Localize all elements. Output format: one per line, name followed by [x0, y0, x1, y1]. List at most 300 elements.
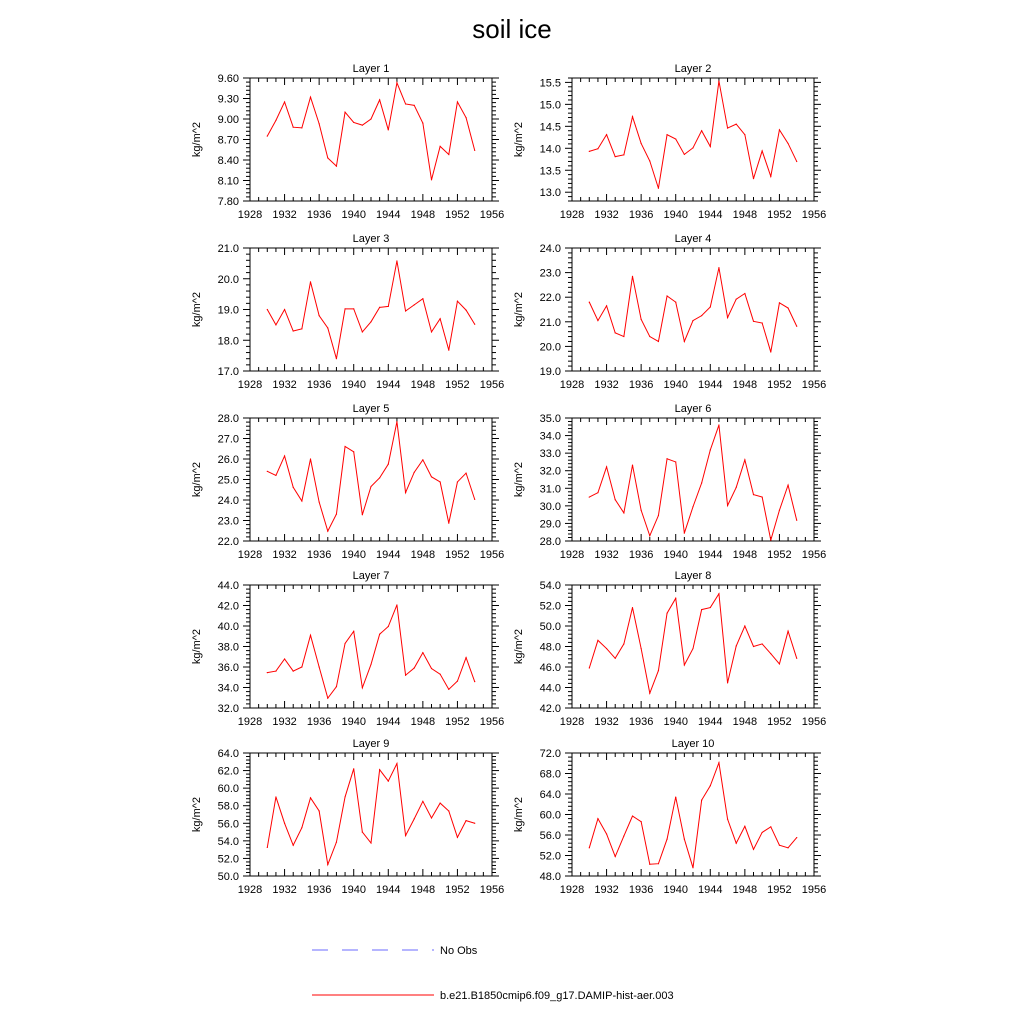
data-point [727, 819, 728, 820]
y-tick-label: 34.0 [539, 430, 561, 443]
data-point [344, 446, 345, 447]
x-tick-label: 1956 [801, 884, 827, 896]
x-tick-label: 1936 [628, 209, 654, 221]
data-point [275, 475, 276, 476]
y-axis-label: kg/m^2 [513, 796, 525, 833]
data-point [440, 318, 441, 319]
y-tick-label: 23.0 [539, 267, 561, 280]
y-tick-label: 21.0 [217, 243, 239, 255]
data-point [692, 147, 693, 148]
y-axis-label: kg/m^2 [191, 121, 203, 158]
y-tick-label: 40.0 [217, 621, 239, 633]
data-point [457, 681, 458, 682]
plot-frame [250, 418, 492, 541]
x-tick-label: 1940 [341, 884, 366, 896]
data-point [474, 681, 475, 682]
data-point [474, 150, 475, 151]
data-point [779, 510, 780, 511]
data-point [718, 80, 719, 81]
data-point [310, 281, 311, 282]
data-point [796, 161, 797, 162]
data-point [684, 341, 685, 342]
panel-title: Layer 7 [352, 570, 390, 582]
data-point [701, 482, 702, 483]
data-point [658, 515, 659, 516]
x-tick-label: 1956 [479, 884, 505, 896]
panel-layer-8 [513, 570, 826, 728]
data-point [267, 135, 268, 136]
data-point [301, 500, 302, 501]
plot-frame [572, 248, 814, 371]
y-tick-label: 60.0 [539, 809, 561, 822]
data-point [623, 154, 624, 155]
series-line [589, 268, 796, 352]
x-tick-label: 1956 [479, 209, 505, 221]
y-tick-label: 18.0 [217, 335, 239, 348]
data-point [684, 532, 685, 533]
panel-title: Layer 10 [671, 738, 715, 750]
data-point [649, 336, 650, 337]
data-point [422, 298, 423, 299]
x-tick-label: 1932 [594, 379, 619, 391]
x-tick-label: 1952 [445, 884, 470, 896]
data-point [736, 645, 737, 646]
y-tick-label: 58.0 [217, 800, 239, 813]
x-tick-label: 1928 [559, 209, 585, 221]
data-point [327, 327, 328, 328]
panel-layer-2 [513, 63, 826, 221]
data-point [422, 123, 423, 124]
y-tick-label: 56.0 [539, 830, 561, 842]
data-point [370, 842, 371, 843]
data-point [589, 151, 590, 152]
y-axis-label: kg/m^2 [513, 461, 525, 498]
data-point [589, 302, 590, 303]
x-tick-label: 1936 [306, 209, 332, 221]
data-point [641, 143, 642, 144]
data-point [589, 667, 590, 668]
series-line [267, 83, 474, 180]
data-point [336, 166, 337, 167]
data-point [388, 464, 389, 465]
data-point [465, 310, 466, 311]
data-point [448, 154, 449, 155]
data-point [597, 320, 598, 321]
data-point [787, 485, 788, 486]
data-point [770, 351, 771, 352]
data-point [623, 336, 624, 337]
y-tick-label: 31.0 [539, 483, 561, 496]
data-point [457, 101, 458, 102]
y-tick-label: 32.0 [217, 703, 239, 715]
x-tick-label: 1944 [376, 716, 401, 728]
x-tick-label: 1928 [237, 716, 263, 728]
data-point [762, 832, 763, 833]
data-point [606, 833, 607, 834]
y-tick-label: 52.0 [539, 600, 561, 613]
y-axis-label: kg/m^2 [191, 796, 203, 833]
data-point [787, 143, 788, 144]
y-tick-label: 48.0 [539, 641, 561, 654]
data-point [431, 331, 432, 332]
x-tick-label: 1956 [801, 379, 827, 391]
data-point [736, 124, 737, 125]
data-point [692, 867, 693, 868]
data-point [753, 494, 754, 495]
data-point [744, 134, 745, 135]
data-point [336, 514, 337, 515]
series-line [589, 763, 796, 868]
y-tick-label: 56.0 [217, 818, 239, 831]
data-point [753, 646, 754, 647]
x-tick-label: 1940 [341, 716, 366, 728]
data-point [431, 668, 432, 669]
data-point [284, 455, 285, 456]
y-tick-label: 29.0 [539, 518, 561, 531]
y-tick-label: 21.0 [539, 316, 561, 329]
data-point [414, 472, 415, 473]
data-point [641, 510, 642, 511]
x-tick-label: 1928 [237, 549, 263, 561]
x-tick-label: 1932 [272, 379, 297, 391]
series-line [267, 422, 474, 531]
panel-layer-6 [513, 403, 826, 561]
data-point [293, 487, 294, 488]
x-tick-label: 1940 [663, 379, 688, 391]
data-point [405, 492, 406, 493]
x-tick-label: 1952 [445, 716, 470, 728]
y-tick-label: 54.0 [217, 835, 239, 848]
data-point [448, 810, 449, 811]
data-point [362, 687, 363, 688]
y-tick-label: 9.00 [217, 114, 239, 126]
y-tick-label: 42.0 [539, 703, 561, 715]
data-point [675, 461, 676, 462]
data-point [336, 842, 337, 843]
y-tick-label: 35.0 [539, 413, 561, 425]
x-tick-label: 1952 [445, 379, 470, 391]
data-point [440, 674, 441, 675]
data-point [396, 604, 397, 605]
data-point [770, 540, 771, 541]
y-axis-label: kg/m^2 [513, 291, 525, 328]
data-point [293, 671, 294, 672]
data-point [710, 785, 711, 786]
data-point [658, 188, 659, 189]
data-point [448, 349, 449, 350]
data-point [370, 118, 371, 119]
data-point [422, 801, 423, 802]
data-point [396, 421, 397, 422]
data-point [606, 134, 607, 135]
data-point [666, 134, 667, 135]
data-point [589, 496, 590, 497]
data-point [692, 320, 693, 321]
data-point [474, 499, 475, 500]
y-tick-label: 15.5 [539, 77, 561, 90]
panel-layer-10 [513, 738, 826, 896]
data-point [623, 643, 624, 644]
data-point [606, 305, 607, 306]
data-point [362, 331, 363, 332]
data-point [736, 843, 737, 844]
x-tick-label: 1944 [698, 884, 723, 896]
x-tick-label: 1932 [594, 549, 619, 561]
data-point [370, 321, 371, 322]
x-tick-label: 1944 [376, 549, 401, 561]
data-point [701, 800, 702, 801]
x-tick-label: 1928 [237, 884, 263, 896]
data-point [796, 520, 797, 521]
x-tick-label: 1952 [767, 379, 792, 391]
y-tick-label: 52.0 [217, 853, 239, 866]
data-point [744, 459, 745, 460]
y-tick-label: 9.60 [217, 73, 239, 85]
y-tick-label: 26.0 [217, 454, 239, 466]
data-point [649, 160, 650, 161]
x-tick-label: 1944 [376, 209, 401, 221]
data-point [623, 512, 624, 513]
legend-label-1: No Obs [440, 945, 478, 957]
data-point [344, 796, 345, 797]
series-line [267, 605, 474, 698]
data-point [301, 328, 302, 329]
y-tick-label: 44.0 [217, 580, 239, 592]
y-tick-label: 22.0 [217, 536, 239, 548]
x-tick-label: 1952 [767, 209, 792, 221]
data-point [615, 658, 616, 659]
data-point [787, 631, 788, 632]
data-point [293, 845, 294, 846]
legend-label-2: b.e21.B1850cmip6.f09_g17.DAMIP-hist-aer.003 [440, 990, 674, 1002]
x-tick-label: 1956 [479, 379, 505, 391]
data-point [796, 837, 797, 838]
y-tick-label: 22.0 [539, 292, 561, 305]
data-point [666, 613, 667, 614]
x-tick-label: 1928 [559, 884, 585, 896]
data-point [710, 146, 711, 147]
data-point [641, 648, 642, 649]
data-point [666, 458, 667, 459]
data-point [353, 122, 354, 123]
panel-title: Layer 8 [674, 570, 712, 582]
data-point [658, 863, 659, 864]
data-point [301, 666, 302, 667]
y-tick-label: 19.0 [539, 366, 561, 378]
data-point [615, 856, 616, 857]
y-tick-label: 36.0 [217, 662, 239, 674]
series-line [267, 261, 474, 359]
data-point [796, 658, 797, 659]
x-tick-label: 1956 [801, 549, 827, 561]
data-point [649, 864, 650, 865]
data-point [344, 112, 345, 113]
x-tick-label: 1928 [237, 379, 263, 391]
data-point [405, 675, 406, 676]
x-tick-label: 1940 [663, 716, 688, 728]
data-point [457, 837, 458, 838]
data-point [267, 309, 268, 310]
data-point [414, 667, 415, 668]
x-tick-label: 1940 [341, 549, 366, 561]
y-tick-label: 28.0 [217, 413, 239, 425]
y-axis-label: kg/m^2 [513, 628, 525, 665]
data-point [440, 481, 441, 482]
x-tick-label: 1936 [628, 884, 654, 896]
panel-layer-4 [513, 233, 826, 391]
y-tick-label: 50.0 [217, 871, 239, 883]
panel-title: Layer 3 [352, 233, 390, 245]
data-point [275, 324, 276, 325]
x-tick-label: 1928 [559, 379, 585, 391]
x-tick-label: 1936 [306, 379, 332, 391]
x-tick-label: 1932 [272, 209, 297, 221]
x-tick-label: 1948 [732, 379, 758, 391]
x-tick-label: 1928 [559, 549, 585, 561]
data-point [396, 82, 397, 83]
y-tick-label: 60.0 [217, 783, 239, 796]
x-tick-label: 1948 [410, 716, 436, 728]
data-point [597, 148, 598, 149]
data-point [727, 505, 728, 506]
y-tick-label: 9.30 [217, 93, 239, 106]
x-tick-label: 1940 [341, 379, 366, 391]
data-point [666, 295, 667, 296]
y-tick-label: 14.0 [539, 143, 561, 156]
x-tick-label: 1948 [732, 549, 758, 561]
series-line [267, 764, 474, 865]
legend [312, 945, 674, 1002]
data-point [414, 818, 415, 819]
panel-title: Layer 5 [352, 403, 390, 415]
x-tick-label: 1936 [628, 379, 654, 391]
data-point [632, 464, 633, 465]
y-tick-label: 50.0 [539, 621, 561, 633]
y-tick-label: 8.40 [217, 155, 239, 167]
data-point [284, 823, 285, 824]
data-point [606, 466, 607, 467]
y-tick-label: 8.10 [217, 175, 239, 188]
data-point [736, 487, 737, 488]
data-point [293, 330, 294, 331]
y-tick-label: 13.0 [539, 187, 561, 200]
data-point [465, 473, 466, 474]
data-point [275, 796, 276, 797]
x-tick-label: 1952 [445, 209, 470, 221]
data-point [718, 762, 719, 763]
data-point [762, 643, 763, 644]
y-tick-label: 28.0 [539, 536, 561, 548]
data-point [787, 307, 788, 308]
y-tick-label: 72.0 [539, 748, 561, 760]
x-tick-label: 1952 [767, 884, 792, 896]
data-point [319, 501, 320, 502]
data-point [310, 635, 311, 636]
x-tick-label: 1956 [479, 716, 505, 728]
data-point [327, 864, 328, 865]
y-axis-label: kg/m^2 [191, 291, 203, 328]
data-point [362, 831, 363, 832]
figure-title: soil ice [472, 14, 552, 44]
plot-frame [572, 418, 814, 541]
y-tick-label: 25.0 [217, 474, 239, 487]
y-tick-label: 30.0 [539, 500, 561, 513]
data-point [615, 499, 616, 500]
data-point [353, 631, 354, 632]
data-point [692, 648, 693, 649]
data-point [606, 648, 607, 649]
data-point [370, 486, 371, 487]
x-tick-label: 1932 [594, 209, 619, 221]
data-point [632, 276, 633, 277]
panel-layer-7 [191, 570, 504, 728]
data-point [336, 358, 337, 359]
data-point [675, 302, 676, 303]
data-point [465, 117, 466, 118]
x-tick-label: 1928 [237, 209, 263, 221]
data-point [414, 304, 415, 305]
data-point [353, 768, 354, 769]
x-tick-label: 1948 [410, 884, 436, 896]
y-tick-label: 8.70 [217, 134, 239, 147]
data-point [762, 496, 763, 497]
data-point [632, 116, 633, 117]
data-point [422, 652, 423, 653]
data-point [727, 127, 728, 128]
panel-layer-1 [191, 63, 504, 221]
x-tick-label: 1944 [376, 884, 401, 896]
data-point [474, 823, 475, 824]
y-tick-label: 44.0 [539, 682, 561, 695]
x-tick-label: 1932 [272, 549, 297, 561]
x-tick-label: 1948 [410, 379, 436, 391]
data-point [388, 129, 389, 130]
data-point [597, 640, 598, 641]
data-point [787, 847, 788, 848]
data-point [753, 321, 754, 322]
y-tick-label: 38.0 [217, 641, 239, 654]
data-point [267, 847, 268, 848]
data-point [448, 523, 449, 524]
panel-title: Layer 1 [352, 63, 390, 75]
x-tick-label: 1932 [272, 884, 297, 896]
x-tick-label: 1952 [445, 549, 470, 561]
y-tick-label: 32.0 [539, 465, 561, 478]
data-point [319, 810, 320, 811]
y-tick-label: 14.5 [539, 121, 561, 134]
y-axis-label: kg/m^2 [191, 628, 203, 665]
data-point [414, 105, 415, 106]
data-point [440, 146, 441, 147]
data-point [589, 847, 590, 848]
x-tick-label: 1948 [732, 884, 758, 896]
data-point [388, 626, 389, 627]
series-line [589, 594, 796, 693]
data-point [632, 607, 633, 608]
data-point [770, 653, 771, 654]
data-point [641, 319, 642, 320]
data-point [370, 664, 371, 665]
x-tick-label: 1940 [341, 209, 366, 221]
y-tick-label: 19.0 [217, 304, 239, 317]
data-point [753, 178, 754, 179]
panel-title: Layer 6 [674, 403, 712, 415]
data-point [649, 535, 650, 536]
data-point [319, 666, 320, 667]
y-tick-label: 52.0 [539, 850, 561, 863]
x-tick-label: 1932 [594, 884, 619, 896]
data-point [465, 820, 466, 821]
